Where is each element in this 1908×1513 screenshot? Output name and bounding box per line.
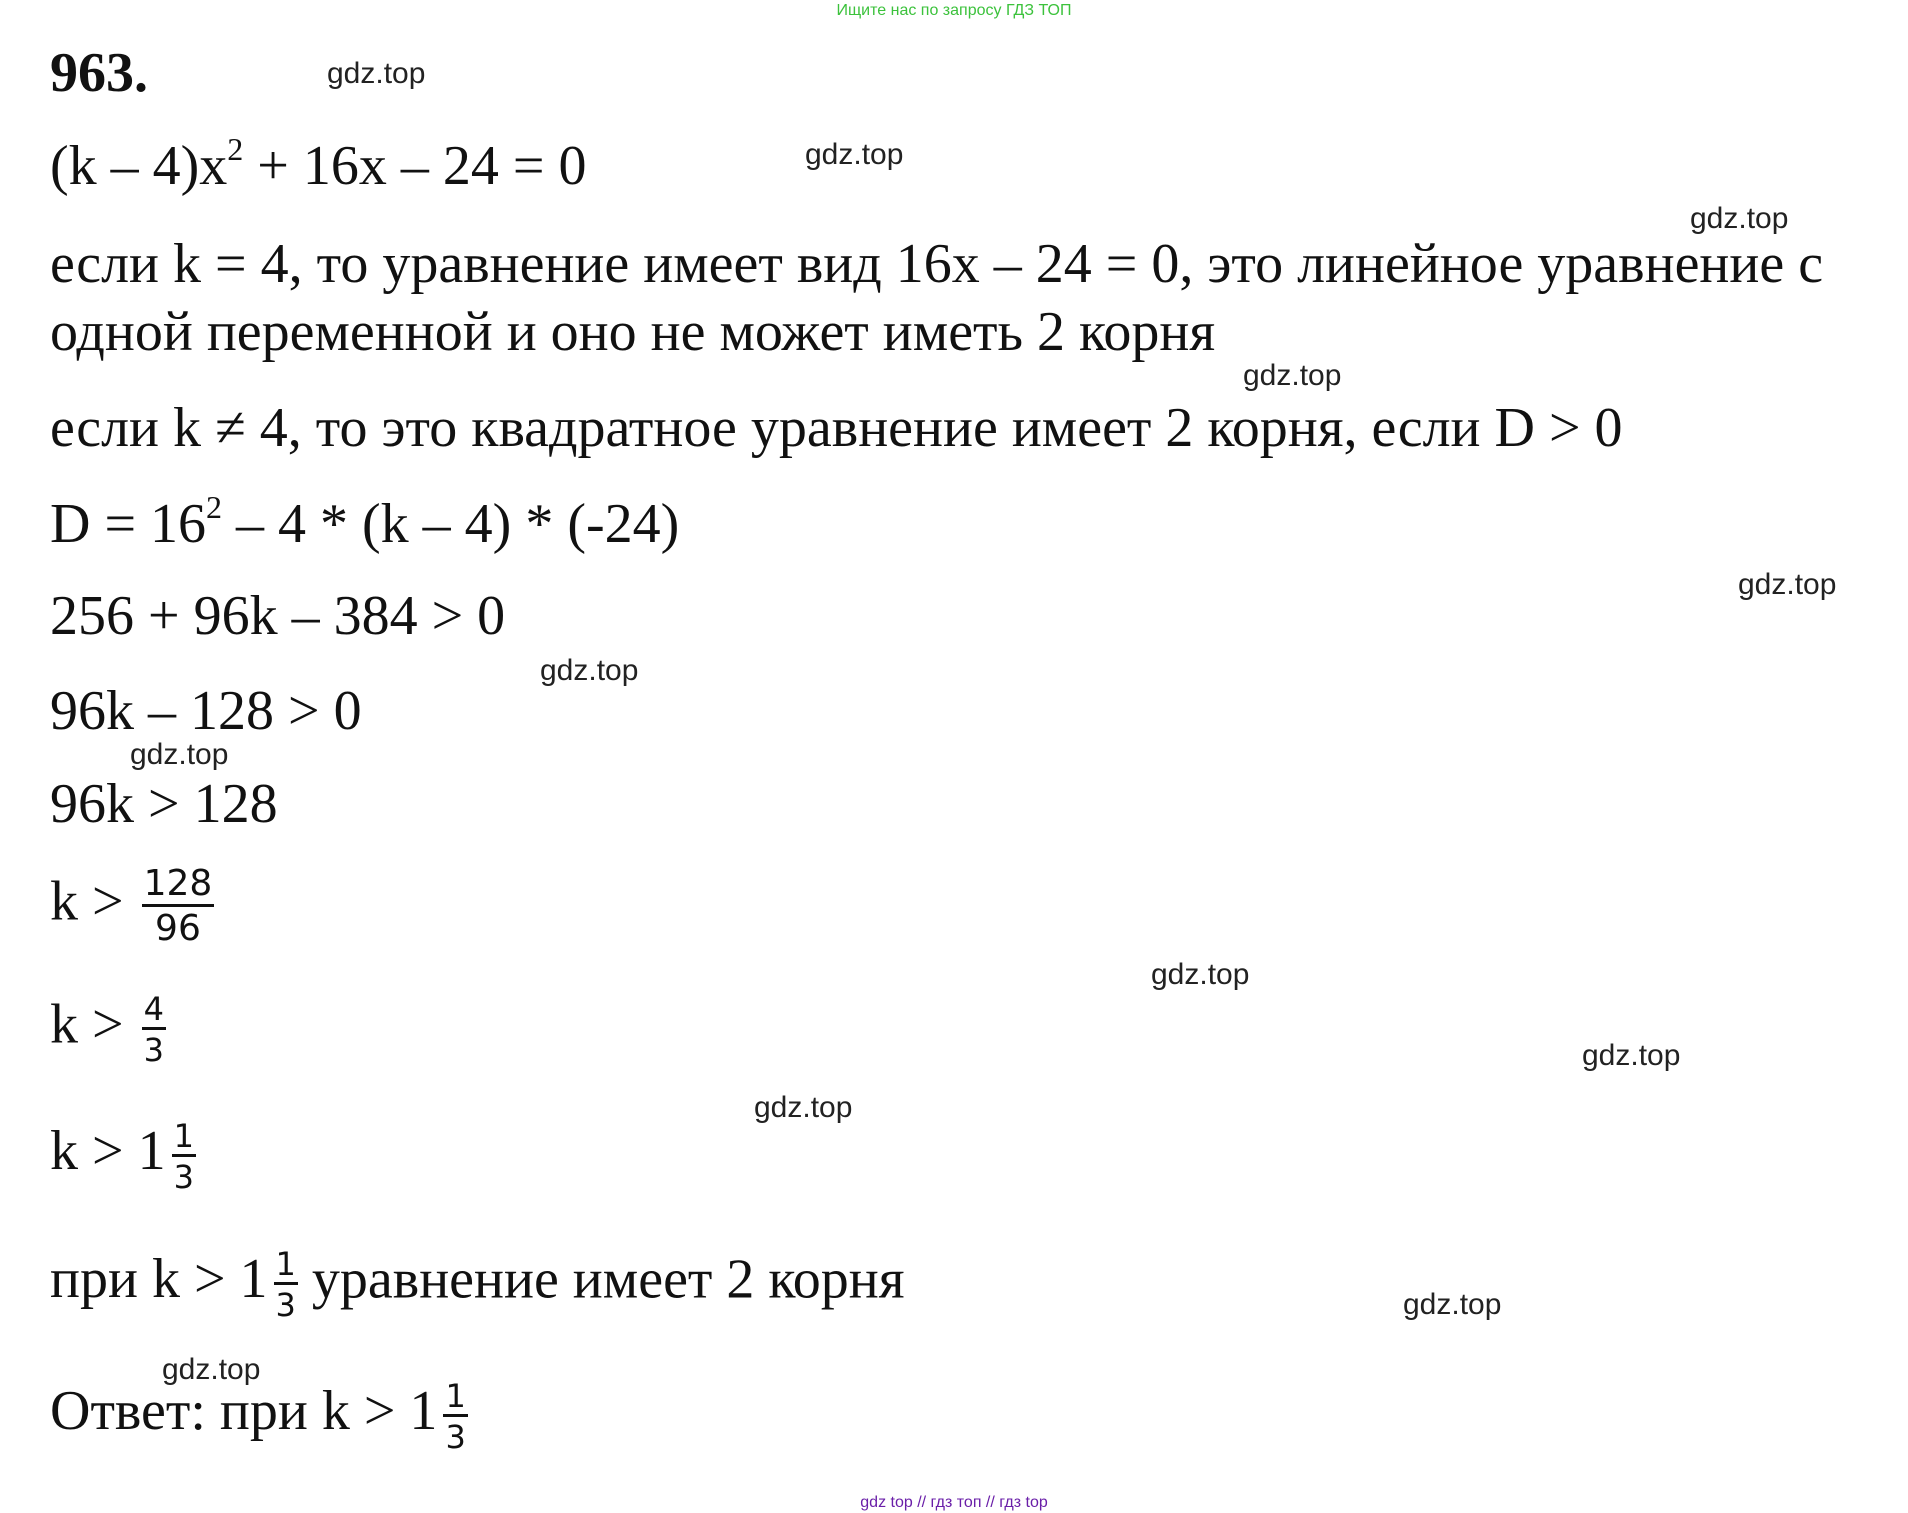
watermark: gdz.top — [1690, 202, 1789, 235]
case1-line1: если k = 4, то уравнение имеет вид 16x – 24 = 0, это линейное уравнение с — [50, 233, 1824, 295]
fraction-denominator: 3 — [143, 1031, 164, 1069]
fraction-numerator: 1 — [173, 1117, 194, 1155]
fraction-128-96 — [142, 863, 215, 949]
bottom-banner[interactable]: gdz top // гдз топ // гдз top — [860, 1494, 1048, 1511]
watermark: gdz.top — [1151, 958, 1250, 991]
discriminant-prefix: D = 16 — [50, 493, 207, 555]
inequality-5-prefix: k > — [50, 993, 138, 1056]
inequality-2: 96k – 128 > 0 — [50, 680, 362, 742]
equation-prefix: (k – 4)x — [50, 135, 228, 197]
inequality-5 — [50, 990, 166, 1069]
fraction-denominator: 3 — [275, 1286, 296, 1324]
fraction-numerator: 1 — [445, 1377, 466, 1415]
watermark: gdz.top — [130, 738, 229, 771]
fraction-4-3 — [142, 990, 166, 1069]
watermark: gdz.top — [1243, 359, 1342, 392]
watermark: gdz.top — [162, 1353, 261, 1386]
answer-prefix: Ответ: при k > 1 — [50, 1380, 438, 1443]
watermark: gdz.top — [1582, 1039, 1681, 1072]
case1-line2: одной переменной и оно не может иметь 2 корня — [50, 301, 1216, 363]
discriminant-suffix: – 4 * (k – 4) * (-24) — [222, 493, 680, 555]
watermark: gdz.top — [1738, 568, 1837, 601]
fraction-1-3 — [274, 1245, 298, 1324]
watermark: gdz.top — [1403, 1288, 1502, 1321]
fraction-1-3 — [443, 1377, 467, 1456]
answer-line — [50, 1377, 468, 1456]
equation-line — [50, 131, 587, 197]
problem-number: 963. — [50, 42, 148, 104]
watermark: gdz.top — [327, 57, 426, 90]
watermark: gdz.top — [754, 1091, 853, 1124]
conclusion-line — [50, 1245, 905, 1324]
equation-suffix: + 16x – 24 = 0 — [243, 135, 587, 197]
fraction-denominator: 96 — [155, 908, 201, 949]
case2-line: если k ≠ 4, то это квадратное уравнение имеет 2 корня, если D > 0 — [50, 397, 1623, 459]
inequality-4-prefix: k > — [50, 870, 138, 933]
discriminant-line — [50, 489, 680, 555]
equation-exponent: 2 — [227, 131, 244, 167]
conclusion-suffix: уравнение имеет 2 корня — [297, 1248, 905, 1311]
watermark: gdz.top — [540, 654, 639, 687]
fraction-numerator: 1 — [275, 1245, 296, 1283]
fraction-1-3 — [172, 1117, 196, 1196]
fraction-denominator: 3 — [173, 1158, 194, 1196]
discriminant-exponent: 2 — [206, 489, 223, 525]
conclusion-prefix: при k > 1 — [50, 1248, 268, 1311]
inequality-3: 96k > 128 — [50, 773, 278, 835]
top-banner[interactable]: Ищите нас по запросу ГДЗ ТОП — [836, 2, 1072, 19]
fraction-numerator: 4 — [143, 990, 164, 1028]
inequality-1: 256 + 96k – 384 > 0 — [50, 585, 506, 647]
inequality-6-prefix: k > 1 — [50, 1120, 166, 1183]
inequality-6 — [50, 1117, 196, 1196]
inequality-4 — [50, 863, 214, 949]
watermark: gdz.top — [805, 138, 904, 171]
fraction-numerator: 128 — [142, 866, 215, 907]
fraction-denominator: 3 — [445, 1418, 466, 1456]
